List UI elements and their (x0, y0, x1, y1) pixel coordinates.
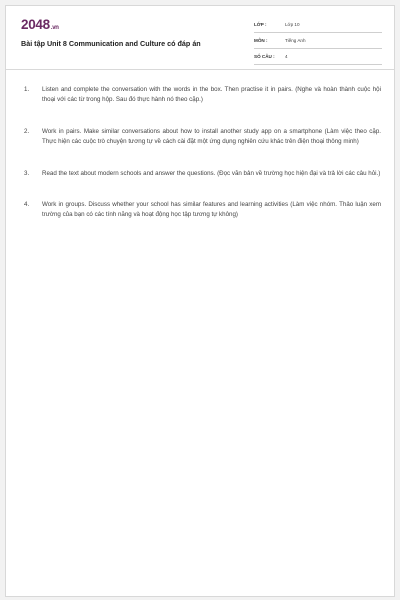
logo-number: 2048 (21, 17, 50, 32)
document-title: Bài tập Unit 8 Communication and Culture có đáp án (21, 39, 201, 48)
meta-value-question-count: 4 (285, 54, 288, 59)
question-text: Read the text about modern schools and answer the questions. (Đọc văn bản về trường học hiện đại và trả lời các câu hỏi.) (42, 169, 381, 177)
meta-label-class: LỚP : (254, 22, 267, 27)
question-number: 1. (24, 86, 30, 93)
question-number: 3. (24, 169, 30, 177)
question-text: Work in groups. Discuss whether your school has similar features and learning activities (Làm việc nhóm. Thảo luận xem trường của bạn có các tính năng và hoạt động học tập tương tự không) (42, 201, 381, 219)
question-text: Listen and complete the conversation with the words in the box. Then practise it in pairs. (Nghe và hoàn thành cuộc hội thoại với các từ trong hộp. Sau đó thực hành nó theo cặp.) (42, 86, 381, 104)
meta-label-question-count: SỐ CÂU : (254, 54, 275, 59)
question-text: Work in pairs. Make similar conversations about how to install another study app on a smartphone (Làm việc theo cặp. Thực hiện các cuộc trò chuyện tương tự về cách cài đặt một ứng dụng nghiên cứu khác trên điện thoại thông minh) (42, 127, 381, 146)
meta-row-question-count (254, 50, 382, 65)
meta-info (254, 18, 382, 66)
site-logo[interactable] (21, 17, 59, 32)
meta-row-subject (254, 34, 382, 49)
meta-value-subject: Tiếng Anh (285, 38, 306, 43)
document-page (5, 5, 395, 597)
question-item (21, 127, 381, 148)
question-number: 4. (24, 201, 30, 209)
question-number: 2. (24, 127, 30, 135)
document-header (6, 6, 394, 70)
meta-label-subject: MÔN : (254, 38, 268, 43)
question-item (21, 85, 381, 106)
meta-row-class (254, 18, 382, 33)
logo-suffix: .vn (50, 25, 59, 31)
question-list (21, 85, 381, 221)
question-item (21, 169, 381, 179)
question-item (21, 200, 381, 221)
meta-value-class: Lớp 10 (285, 22, 300, 27)
